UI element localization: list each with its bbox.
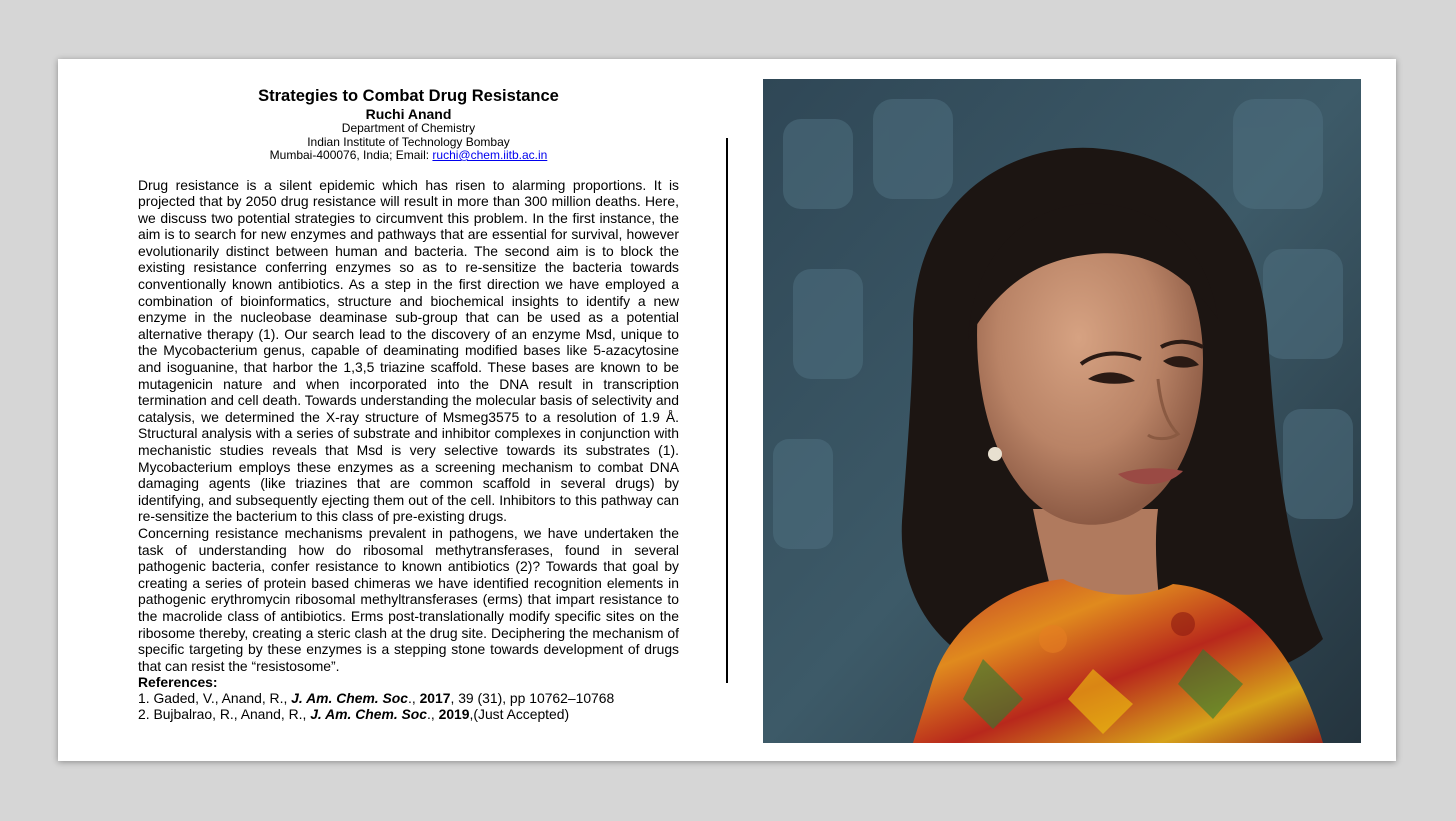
- department: Department of Chemistry: [341, 121, 476, 135]
- ref-authors: 1. Gaded, V., Anand, R.,: [138, 690, 292, 707]
- address-line: [138, 149, 679, 163]
- institute: Indian Institute of Technology Bombay: [307, 134, 510, 149]
- reference-item-1: [138, 690, 679, 706]
- ref-details: , 39 (31), pp 10762–10768: [450, 690, 615, 707]
- references-heading: References:: [138, 674, 218, 691]
- ref-journal: J. Am. Chem. Soc: [310, 706, 428, 723]
- address-text: Mumbai-400076, India; Email:: [269, 148, 433, 162]
- portrait-illustration: [763, 79, 1361, 743]
- column-divider: [726, 138, 728, 683]
- document-page: [58, 59, 1396, 761]
- ref-details: ,(Just Accepted): [469, 706, 570, 723]
- email-link[interactable]: ruchi@chem.iitb.ac.in: [432, 148, 548, 162]
- ref-authors: 2. Bujbalrao, R., Anand, R.,: [138, 706, 311, 723]
- abstract-column: [138, 87, 679, 722]
- ref-separator: .,: [408, 690, 420, 707]
- references: [138, 674, 679, 722]
- ref-year: 2017: [419, 690, 451, 707]
- abstract-body: [138, 177, 679, 675]
- abstract-paragraph-1: Drug resistance is a silent epidemic which has risen to alarming proportions. It is projected that by 2050 drug resistance will result in more than 300 million deaths. Here, we discuss two potential strategies to circumvent this problem. In the first instance, the aim is to search for new enzymes and pathways that are essential for survival, however evolutionarily distinct between human and bacteria. The second aim is to block the existing resistance conferring enzymes so as to re-sensitize the bacteria towards conventionally known antibiotics. As a step in the first direction we have employed a combination of bioinformatics, structure and biochemical insights to identify a new enzyme in the nucleobase deaminase sub-group that can be used as a potential alternative therapy (1). Our search lead to the discovery of an enzyme Msd, unique to the Mycobacterium genus, capable of deaminating modified bases like 5-azacytosine and isoguanine, that harbor the 1,3,5 triazine scaffold. These bases are known to be mutagenicin nature and when incorporated into the DNA result in transcription termination and cell death. Towards understanding the molecular basis of selectivity and catalysis, we determined the X-ray structure of Msmeg3575 to a resolution of 1.9 Å. Structural analysis with a series of substrate and inhibitor complexes in conjunction with mechanistic studies reveals that Msd is very selective towards its substrates (1). Mycobacterium employs these enzymes as a screening mechanism to combat DNA damaging agents (like triazines that are common scaffold in several drugs) by identifying, and subsequently ejecting them out of the cell. Inhibitors to this pathway can re-sensitize the bacterium to this class of pre-existing drugs.: [138, 176, 679, 525]
- ref-journal: J. Am. Chem. Soc: [291, 690, 408, 707]
- page-title: Strategies to Combat Drug Resistance: [258, 87, 559, 105]
- reference-item-2: [138, 706, 679, 722]
- ref-separator: .,: [427, 706, 439, 723]
- ref-year: 2019: [438, 706, 470, 723]
- abstract-paragraph-2: Concerning resistance mechanisms prevalent in pathogens, we have undertaken the task of understanding how do ribosomal methytransferases, found in several pathogenic bacteria, confer resistance to known antibiotics (2)? Towards that goal by creating a series of protein based chimeras we have identified recognition elements in pathogenic erythromycin ribosomal methyltransferases (erms) that impart resistance to the macrolide class of antibiotics. Erms post-translationally modify specific sites on the ribosome thereby, creating a steric clash at the drug site. Deciphering the mechanism of specific targeting by these enzymes is a stepping stone towards development of drugs that can resist the “resistosome”.: [138, 524, 679, 674]
- author-name: Ruchi Anand: [365, 106, 452, 122]
- author-portrait: [763, 79, 1361, 743]
